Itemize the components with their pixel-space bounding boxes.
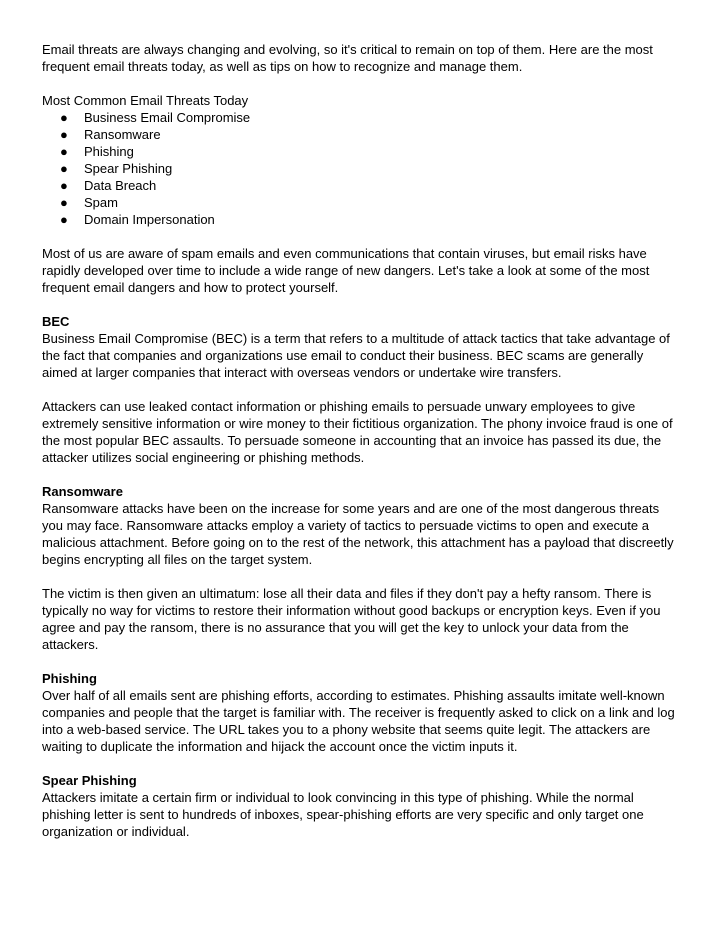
section-heading-bec: BEC bbox=[42, 314, 70, 329]
list-item: ● Spam bbox=[60, 195, 118, 210]
section-heading-ransomware: Ransomware bbox=[42, 484, 123, 499]
threat-list-title: Most Common Email Threats Today bbox=[42, 93, 249, 108]
overview-paragraph: Most of us are aware of spam emails and even communications that contain viruses, but email risks have rapidly developed over time to include a wide range of new dangers. Let's take a look at some of the most frequent email dangers and how to protect yourself. bbox=[42, 246, 650, 295]
list-item: ● Business Email Compromise bbox=[60, 110, 251, 125]
section-paragraph: Ransomware attacks have been on the increase for some years and are one of the most dangerous threats you may face. Ransomware attacks employ a variety of tactics to persuade victims to open and execute a malicious attachment. Before going on to the rest of the network, this attachment has a payload that discreetly begins encrypting all files on the target system. bbox=[42, 501, 674, 567]
bullet-icon: ● bbox=[60, 110, 68, 125]
spacer bbox=[42, 755, 678, 772]
spacer bbox=[42, 568, 678, 585]
section-paragraph: Attackers imitate a certain firm or individual to look convincing in this type of phishing. While the normal phishing letter is sent to hundreds of inboxes, spear-phishing efforts are very specific and only target one organization or individual. bbox=[42, 790, 644, 839]
bullet-icon: ● bbox=[60, 161, 68, 176]
section-paragraph: The victim is then given an ultimatum: lose all their data and files if they don't pay a hefty ransom. There is typically no way for victims to restore their information without good backups or encryption keys. Even if you agree and pay the ransom, there is no assurance that you will get the key to unlock your data from the attackers. bbox=[42, 586, 661, 652]
list-item: ● Phishing bbox=[60, 144, 134, 159]
bullet-icon: ● bbox=[60, 195, 68, 210]
bullet-icon: ● bbox=[60, 178, 68, 193]
spacer bbox=[42, 653, 678, 670]
intro-paragraph: Email threats are always changing and evolving, so it's critical to remain on top of them. Here are the most frequent email threats today, as well as tips on how to recognize and manage them. bbox=[42, 42, 653, 74]
bullet-icon: ● bbox=[60, 144, 68, 159]
bullet-icon: ● bbox=[60, 212, 68, 227]
list-item: ● Domain Impersonation bbox=[60, 212, 215, 227]
section-heading-spear-phishing: Spear Phishing bbox=[42, 773, 137, 788]
list-item: ● Data Breach bbox=[60, 178, 157, 193]
section-paragraph: Business Email Compromise (BEC) is a term that refers to a multitude of attack tactics that take advantage of the fact that companies and organizations use email to conduct their business. BEC scams are generally aimed at larger companies that interact with overseas vendors or undertake wire transfers. bbox=[42, 331, 670, 380]
section-paragraph: Over half of all emails sent are phishing efforts, according to estimates. Phishing assaults imitate well-known companies and people that the target is familiar with. The receiver is frequently asked to click on a link and log into a web-based service. The URL takes you to a phony website that seems quite legit. The attackers are waiting to duplicate the information and hijack the account once the victim inputs it. bbox=[42, 688, 675, 754]
spacer bbox=[42, 381, 678, 398]
spacer bbox=[42, 466, 678, 483]
list-item: ● Ransomware bbox=[60, 127, 161, 142]
list-item: ● Spear Phishing bbox=[60, 161, 173, 176]
section-paragraph: Attackers can use leaked contact information or phishing emails to persuade unwary employees to give extremely sensitive information or wire money to their fictitious organization. The phony invoice fraud is one of the most popular BEC assaults. To persuade someone in accounting that an invoice has passed its due, the attacker utilizes social engineering or phishing methods. bbox=[42, 399, 673, 465]
section-heading-phishing: Phishing bbox=[42, 671, 97, 686]
spacer bbox=[42, 228, 678, 245]
spacer bbox=[42, 75, 678, 92]
spacer bbox=[42, 296, 678, 313]
threat-list bbox=[42, 109, 678, 228]
bullet-icon: ● bbox=[60, 127, 68, 142]
